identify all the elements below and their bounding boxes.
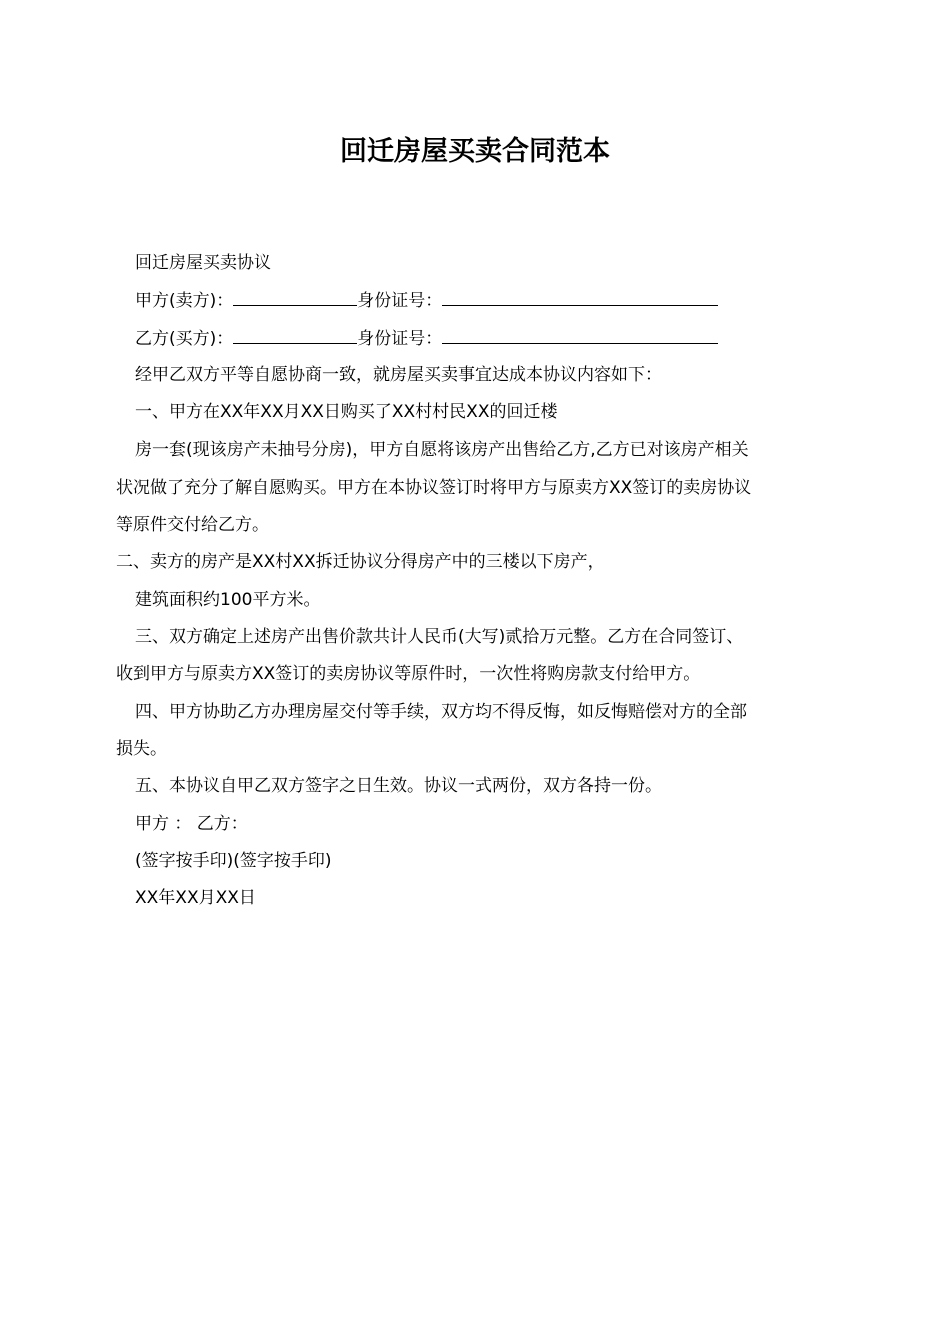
- party-a-id-label: 身份证号：: [357, 291, 443, 311]
- clause-3-line-2: 收到甲方与原卖方XX签订的卖房协议等原件时，一次性将购房款支付给甲方。: [116, 664, 701, 684]
- clause-1-line-3: 状况做了充分了解自愿购买。甲方在本协议签订时将甲方与原卖方XX签订的卖房协议: [116, 478, 752, 498]
- clause-4-line-1: 四、甲方协助乙方办理房屋交付等手续，双方均不得反悔，如反悔赔偿对方的全部: [135, 702, 747, 722]
- party-a-id-blank: [442, 288, 718, 306]
- clause-1-line-1: 一、甲方在XX年XX月XX日购买了XX村村民XX的回迁楼: [135, 402, 558, 422]
- clause-2-line-2: 建筑面积约100平方米。: [135, 590, 321, 610]
- party-b-id-label: 身份证号：: [357, 329, 443, 349]
- party-b-id-blank: [442, 326, 718, 344]
- clause-2-line-1: 二、卖方的房产是XX村XX拆迁协议分得房产中的三楼以下房产，: [116, 552, 605, 572]
- clause-5: 五、本协议自甲乙双方签字之日生效。协议一式两份，双方各持一份。: [135, 776, 662, 796]
- clause-1-line-2: 房一套(现该房产未抽号分房)，甲方自愿将该房产出售给乙方,乙方已对该房产相关: [135, 440, 749, 460]
- document-title: 回迁房屋买卖合同范本: [340, 136, 610, 167]
- signature-parties: 甲方 ： 乙方：: [135, 814, 248, 834]
- party-b-label: 乙方(买方)：: [135, 329, 234, 349]
- clause-1-line-4: 等原件交付给乙方。: [116, 515, 269, 535]
- party-b-name-blank: [233, 326, 357, 344]
- party-a-label: 甲方(卖方)：: [135, 291, 234, 311]
- party-b-row: [135, 326, 857, 351]
- clause-3-line-1: 三、双方确定上述房产出售价款共计人民币(大写)贰拾万元整。乙方在合同签订、: [135, 627, 744, 647]
- intro-paragraph: 经甲乙双方平等自愿协商一致，就房屋买卖事宜达成本协议内容如下：: [135, 365, 662, 385]
- agreement-subtitle: 回迁房屋买卖协议: [135, 253, 271, 273]
- party-a-name-blank: [233, 288, 357, 306]
- clause-4-line-2: 损失。: [116, 739, 167, 759]
- signature-note: (签字按手印)(签字按手印): [135, 851, 332, 871]
- party-a-row: [135, 288, 857, 313]
- signature-date: XX年XX月XX日: [135, 888, 256, 908]
